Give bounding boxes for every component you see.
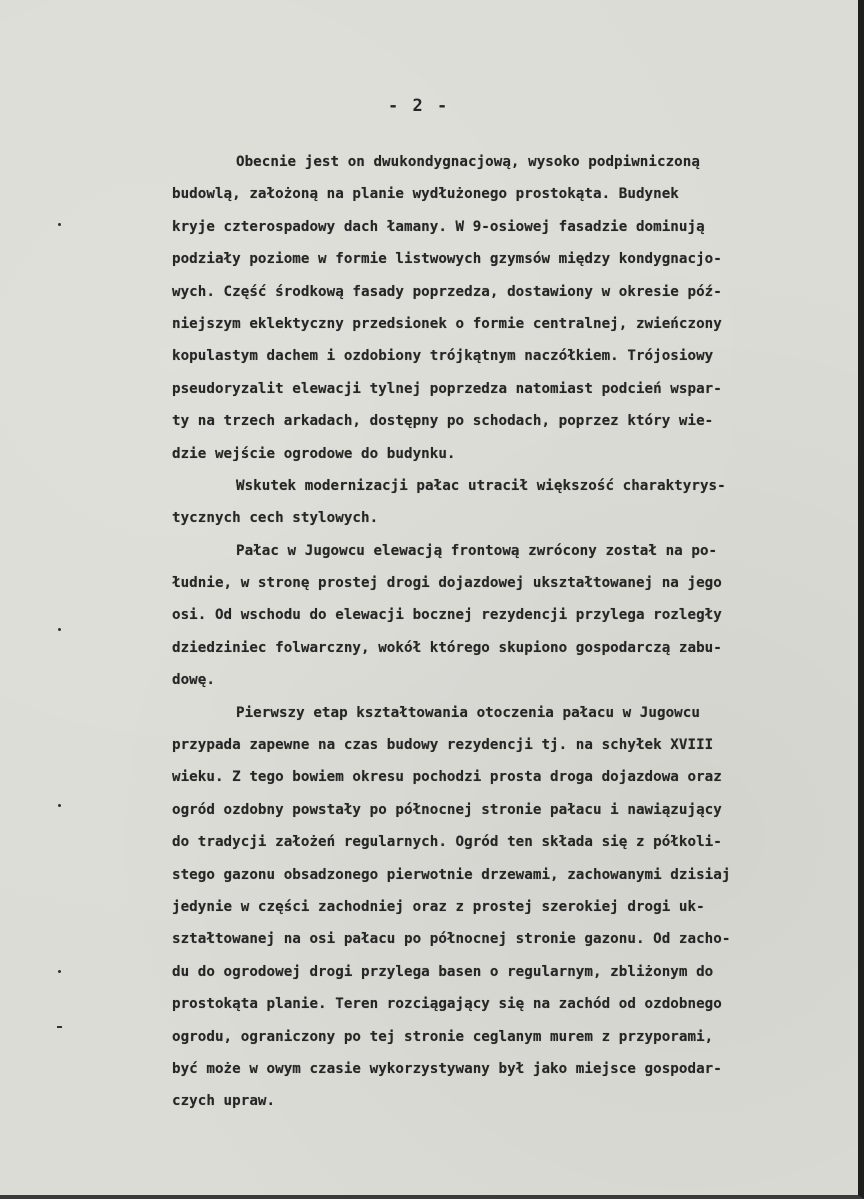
margin-speck <box>58 223 61 226</box>
page-number: - 2 - <box>388 96 450 116</box>
text-line: dowę. <box>172 672 215 689</box>
margin-speck <box>58 970 61 973</box>
text-line: wieku. Z tego bowiem okresu pochodzi prosta droga dojazdowa oraz <box>172 769 722 786</box>
text-line: Obecnie jest on dwukondygnacjową, wysoko podpiwniczoną <box>236 154 700 170</box>
margin-speck <box>58 628 61 631</box>
text-line: czych upraw. <box>172 1093 276 1110</box>
text-line: Pierwszy etap kształtowania otoczenia pałacu w Jugowcu <box>236 704 700 721</box>
text-line: osi. Od wschodu do elewacji bocznej rezydencji przylega rozległy <box>172 607 722 624</box>
text-line: ty na trzech arkadach, dostępny po schodach, poprzez który wie- <box>172 413 714 430</box>
text-line: dzie wejście ogrodowe do budynku. <box>172 445 456 462</box>
text-line: tycznych cech stylowych. <box>172 510 379 527</box>
text-line: pseudoryzalit elewacji tylnej poprzedza natomiast podcień wspar- <box>172 380 722 397</box>
text-line: budowlą, założoną na planie wydłużonego prostokąta. Budynek <box>172 186 679 203</box>
text-line: ogród ozdobny powstały po północnej stronie pałacu i nawiązujący <box>172 801 722 818</box>
text-line: niejszym eklektyczny przedsionek o formie centralnej, zwieńczony <box>172 315 722 332</box>
text-line: być może w owym czasie wykorzystywany był jako miejsce gospodar- <box>172 1060 722 1077</box>
margin-speck <box>57 1026 62 1028</box>
text-line: dziedziniec folwarczny, wokół którego skupiono gospodarczą zabu- <box>172 639 722 656</box>
text-line: łudnie, w stronę prostej drogi dojazdowej ukształtowanej na jego <box>172 575 722 592</box>
text-line: jedynie w części zachodniej oraz z prostej szerokiej drogi uk- <box>172 898 705 915</box>
text-line: stego gazonu obsadzonego pierwotnie drzewami, zachowanymi dzisiaj <box>172 866 731 883</box>
text-line: prostokąta planie. Teren rozciągający się na zachód od ozdobnego <box>172 996 722 1013</box>
margin-speck <box>58 804 61 807</box>
text-line: Wskutek modernizacji pałac utracił większość charaktyrys- <box>236 477 726 494</box>
text-line: ogrodu, ograniczony po tej stronie ceglanym murem z przyporami, <box>172 1028 714 1045</box>
text-line: du do ogrodowej drogi przylega basen o regularnym, zbliżonym do <box>172 963 714 980</box>
text-line: do tradycji założeń regularnych. Ogród ten składa się z półkoli- <box>172 834 722 851</box>
text-line: ształtowanej na osi pałacu po północnej stronie gazonu. Od zacho- <box>172 931 731 948</box>
text-line: wych. Część środkową fasady poprzedza, dostawiony w okresie póź- <box>172 283 722 300</box>
text-line: przypada zapewne na czas budowy rezydencji tj. na schyłek XVIII <box>172 737 714 754</box>
text-line: kryje czterospadowy dach łamany. W 9-osiowej fasadzie dominują <box>172 218 705 235</box>
text-line: podziały poziome w formie listwowych gzymsów między kondygnacjo- <box>172 251 722 268</box>
text-line: kopulastym dachem i ozdobiony trójkątnym naczółkiem. Trójosiowy <box>172 348 714 365</box>
body-text <box>172 146 840 1118</box>
text-line: Pałac w Jugowcu elewacją frontową zwrócony został na po- <box>236 542 718 559</box>
